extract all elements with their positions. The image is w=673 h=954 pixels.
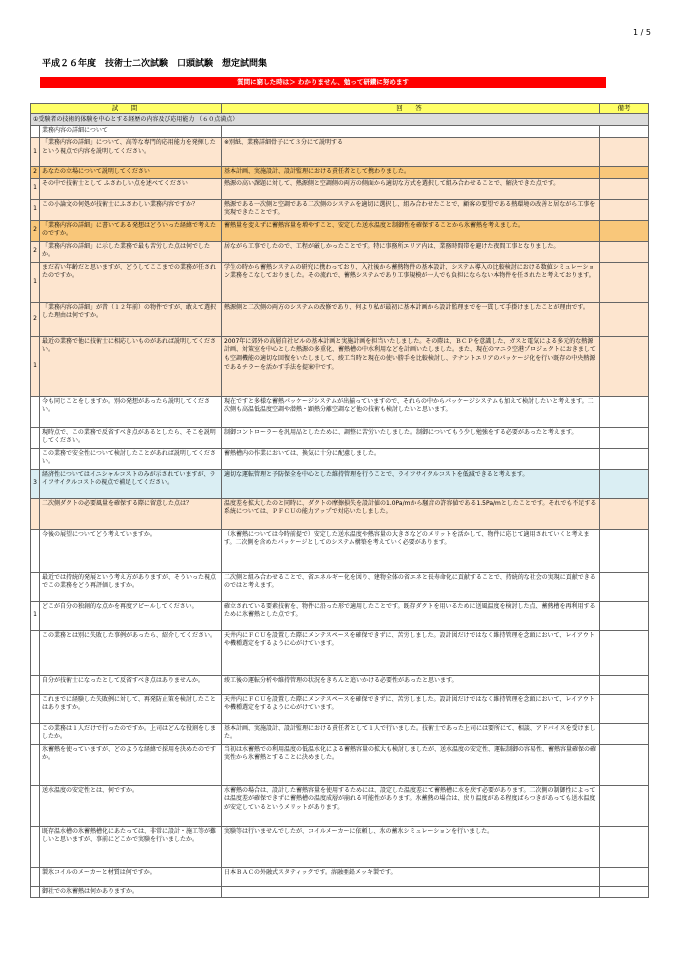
answer-cell: 学生の時から蓄熱システムの研究に携わっており、入社後から蓄熱物件の基本設計、システム導入の比較検討における数値シミュレーション業務をこなしておりました。その流れで、蓄熱システムであり工事規模が一人でも負担にならない本物件を任されたと考えております。 [222,262,600,302]
answer-cell: 居ながら工事でしたので、工程が厳しかったことです。特に事務所エリア内は、業務時間帯を避けた夜間工事となりました。 [222,241,600,262]
row-number: 1 [31,199,40,220]
row-number [31,694,40,723]
question-cell: 氷蓄熱を使っていますが、どのような経緯で採用を決めたのですか。 [40,744,222,785]
row-number: 1 [31,262,40,302]
remarks-cell [600,529,649,572]
question-cell: 最近では持続的発展という考え方がありますが、そういった視点でこの業務をどう再評価しますか。 [40,572,222,601]
question-cell: あなたの立場について説明してください [40,167,222,179]
question-cell: 業務内容の詳細について [40,126,222,138]
remarks-cell [600,262,649,302]
header-remarks: 備考 [600,104,649,114]
row-number: 1 [31,601,40,630]
header-question: 試 問 [31,104,222,114]
row-number [31,529,40,572]
answer-cell: 基本計画、実施設計、設計監理における責任者として携わりました。 [222,167,600,179]
table-row [31,867,649,886]
question-cell: 「業務内容の詳細」が昔（１２年前）の物件ですが、敢えて選択した理由は何ですか。 [40,302,222,336]
question-cell: 既存温水槽の氷蓄熱槽化にあたっては、非常に設計・施工等が難しいと思いますが、事前にどこかで実験を行いましたか。 [40,826,222,867]
remarks-cell [600,630,649,675]
question-cell: 経済性についてはイニシャルコストのみが示されていますが、ライフサイクルコストの視点で補足してください。 [40,469,222,498]
question-cell: この業務とは別に失敗した事例があったら、紹介してください。 [40,630,222,675]
answer-cell [222,126,600,138]
remarks-cell [600,572,649,601]
table-row [31,886,649,898]
remarks-cell [600,826,649,867]
row-number [31,427,40,448]
answer-cell: 当初は水蓄熱での利用温度の低温水化による蓄熱容量の拡大も検討しましたが、送水温度の安定性、運転制御の容易性、蓄熱容量確保の確実性から氷蓄熱とすることに決めました。 [222,744,600,785]
question-cell: この業務で安全性について検討したことがあれば説明してください。 [40,448,222,469]
remarks-cell [600,126,649,138]
remarks-cell [600,241,649,262]
row-number: 1 [31,138,40,167]
table-header-row [31,104,649,114]
remarks-cell [600,744,649,785]
remarks-cell [600,138,649,167]
table-row [31,529,649,572]
remarks-cell [600,886,649,898]
table-row [31,396,649,427]
answer-cell: 日本ＢＡＣの外融式スタティックです。溶融亜鉛メッキ製です。 [222,867,600,886]
row-number [31,396,40,427]
section-row [31,114,649,126]
question-cell: 「業務内容の詳細」に示した業務で最も苦労した点は何でしたか。 [40,241,222,262]
row-number: 1 [31,336,40,396]
answer-cell: 二次側と組み合わせることで、省エネルギー化を図り、建物全体の省エネと長寿命化に貢献することで、持続的な社会の実現に貢献できるのではと考えます。 [222,572,600,601]
table-row [31,630,649,675]
question-cell: この小論文の何処が技術士にふさわしい業務内容ですか？ [40,199,222,220]
remarks-cell [600,694,649,723]
table-row [31,427,649,448]
table-row [31,675,649,694]
answer-cell: 基本計画、実施設計、設計監理における責任者として１人で行いました。技術士であった上司には要所にて、相談、アドバイスを受けました。 [222,723,600,744]
qa-body [31,114,649,898]
remarks-cell [600,199,649,220]
question-cell: 製氷コイルのメーカーと材質は何ですか。 [40,867,222,886]
row-number [31,630,40,675]
row-number [31,572,40,601]
answer-cell: 熱源である一次側と空調である二次側のシステムを適切に選択し、組み合わせたことで、顧客の要望である熱環境の改善と居ながら工事を実現できたことです。 [222,199,600,220]
answer-cell: 温度差を拡大したのと同時に、ダクトの摩擦損失を設計値の1.0Pa/mから騒音の許容値である1.5Pa/mとしたことです。それでも不足する系統については、ＰＦＣＵの能力アップで対応いたしました。 [222,498,600,529]
question-cell: 今後の展望についてどう考えていますか。 [40,529,222,572]
answer-cell: 熱源側と二次側の両方のシステムの改修であり、何より私が最初に基本計画から設計監理までを一貫して手掛けましたことが理由です。 [222,302,600,336]
remarks-cell [600,601,649,630]
remarks-cell [600,167,649,179]
remarks-cell [600,220,649,241]
answer-cell: 適切な運転管理と予防保全を中心とした維持管理を行うことで、ライフサイクルコストを低減できると考えます。 [222,469,600,498]
question-cell: 「業務内容の詳細」に書いてある発想はどういった経緯で考えたのですか。 [40,220,222,241]
question-cell: 現時点で、この業務で反省すべき点があるとしたら、そこを説明してください。 [40,427,222,448]
answer-cell: 制御コントローラーを汎用品としたために、調整に苦労いたしました。制御についてもう少し勉強をする必要があったと考えます。 [222,427,600,448]
section-title: ①受験者の技術的体験を中心とする経歴の内容及び応用能力 （６０点満点） [31,114,649,126]
remarks-cell [600,498,649,529]
question-cell: まだ若い年齢だと思いますが、どうしてここまでの業務が任されたのですか。 [40,262,222,302]
remarks-cell [600,396,649,427]
answer-cell: 熱源の高い課題に対して、熱源側と空調側の両方の側面から適切な方式を選択して組み合わせることで、解決できた点です。 [222,178,600,199]
question-cell: 今も同じことをしますか。別の発想があったら説明してください。 [40,396,222,427]
question-cell: その中で技術士として ふさわしい点を述べてください [40,178,222,199]
row-number [31,723,40,744]
row-number [31,886,40,898]
table-row [31,302,649,336]
question-cell: 二次側ダクトの必要風量を確保する際に留意した点は？ [40,498,222,529]
answer-cell: （氷蓄熱については今時前提で）安定した送水温度や熱容量の大きさなどのメリットを活かして、物件に応じて適用されていくと考えます。二次側を含めたパッケージとしてのシステム構築を考えていく必要があります。 [222,529,600,572]
answer-cell: 天井内にＦＣＵを設置した際にメンテスペースを確保できずに、苦労しました。設計図だけではなく維持管理を念頭において、レイアウトや機種選定をするように心がけています。 [222,694,600,723]
table-row [31,167,649,179]
question-cell: どこが自分の独創的な点かを再度アピールしてください。 [40,601,222,630]
question-cell: 「業務内容の詳細」について、高等な専門的応用能力を発揮したという視点で内容を説明してください。 [40,138,222,167]
question-cell: この業務は１人だけで行ったのですか。上司はどんな役割をしましたか。 [40,723,222,744]
table-row [31,262,649,302]
answer-cell: 蓄熱槽内の作業においては、換気に十分に配慮しました。 [222,448,600,469]
remarks-cell [600,302,649,336]
warning-banner: 質問に窮した時は＞ わかりません、勉って研鑽に努めます [40,77,606,88]
header-answer: 回 答 [222,104,600,114]
table-row [31,220,649,241]
table-row [31,469,649,498]
remarks-cell [600,448,649,469]
remarks-cell [600,469,649,498]
answer-cell: 実験等は行いませんでしたが、コイルメーカーに依頼し、氷の蓄氷シミュレーションを行いました。 [222,826,600,867]
answer-cell: 竣工後の運転分析や維持管理の状況をきちんと追いかける必要性があったと思います。 [222,675,600,694]
table-row [31,126,649,138]
table-row [31,336,649,396]
table-row [31,744,649,785]
answer-cell [222,886,600,898]
remarks-cell [600,427,649,448]
remarks-cell [600,336,649,396]
question-cell: 送水温度の安定性とは、何ですか。 [40,785,222,826]
answer-cell: 天井内にＦＣＵを設置した際にメンテスペースを確保できずに、苦労しました。設計図だけではなく維持管理を念頭において、レイアウトや機種選定をするように心がけています。 [222,630,600,675]
answer-cell: 水蓄熱の場合は、設計した蓄熱容量を使用するためには、設定した温度差にて蓄熱槽に水を戻す必要があります。二次側の制御性によっては温度差が確保できずに蓄熱槽の温度成層が崩れる可能性があります。氷蓄熱の場合は、戻り温度がある程度ばらつきがあっても送水温度が安定しているというメリットがあります。 [222,785,600,826]
remarks-cell [600,178,649,199]
page-number: 1 / 5 [633,28,651,37]
question-cell: これまでに経験した失敗例に対して、再発防止策を検討したことはありますか。 [40,694,222,723]
table-row [31,723,649,744]
remarks-cell [600,675,649,694]
row-number: 2 [31,220,40,241]
row-number: 1 [31,178,40,199]
table-row [31,138,649,167]
table-row [31,498,649,529]
table-row [31,448,649,469]
answer-cell: 蓄熱量を変えずに蓄熱容量を増やすこと、安定した送水温度と制御性を確保することから氷蓄熱を考えました。 [222,220,600,241]
table-row [31,694,649,723]
row-number [31,448,40,469]
remarks-cell [600,785,649,826]
remarks-cell [600,723,649,744]
table-row [31,241,649,262]
answer-cell: 確立されている要素技術を、物件に沿った形で適用したことです。既存ダクトを用いるために送風温度を検討した点、蓄熱槽を再利用するために氷蓄熱とした点です。 [222,601,600,630]
qa-table [30,103,649,898]
row-number [31,126,40,138]
table-row [31,178,649,199]
table-row [31,572,649,601]
table-row [31,785,649,826]
row-number [31,785,40,826]
question-cell: 御社での氷蓄熱は何かありますか。 [40,886,222,898]
answer-cell: ※別紙、業務詳細骨子にて３分にて説明する [222,138,600,167]
row-number [31,498,40,529]
question-cell: 最近の業務で他に技術士に相応しいものがあれば説明してください。 [40,336,222,396]
table-row [31,601,649,630]
remarks-cell [600,867,649,886]
row-number: 2 [31,167,40,179]
row-number: 3 [31,469,40,498]
answer-cell: 2007年に郊外の高層自社ビルの基本計画と実施計画を担当いたしました。その際は、ＢＣＰを意識した、ガスと電気による多元的な熱源計画、対策室を中心とした熱源の多重化、蓄熱槽の中水利用などを計画いたしました。また、現在のマニラ空港プロジェクトにおきましても空調機能の適切な回復をいたしまして、竣工当時と現在の使い勝手を比較検討し、テナントエリアのパッケージ化を行い既存の中央熱源であるチラーを活かす手法を提案中です。 [222,336,600,396]
row-number: 2 [31,241,40,262]
row-number [31,826,40,867]
row-number [31,867,40,886]
row-number [31,675,40,694]
row-number: 2 [31,302,40,336]
question-cell: 自分が技術士になったとして反省すべき点はありませんか。 [40,675,222,694]
table-row [31,199,649,220]
table-row [31,826,649,867]
answer-cell: 現在ですと多様な蓄熱パッケージシステムが出揃っていますので、それらの中からパッケージシステムも加えて検討したいと考えます。二次側も高温低温度空調や潜熱・顕熱分離空調など他の技術も検討したいと思います。 [222,396,600,427]
row-number [31,744,40,785]
document-title: 平成２６年度 技術士二次試験 口頭試験 想定試問集 [42,59,268,69]
